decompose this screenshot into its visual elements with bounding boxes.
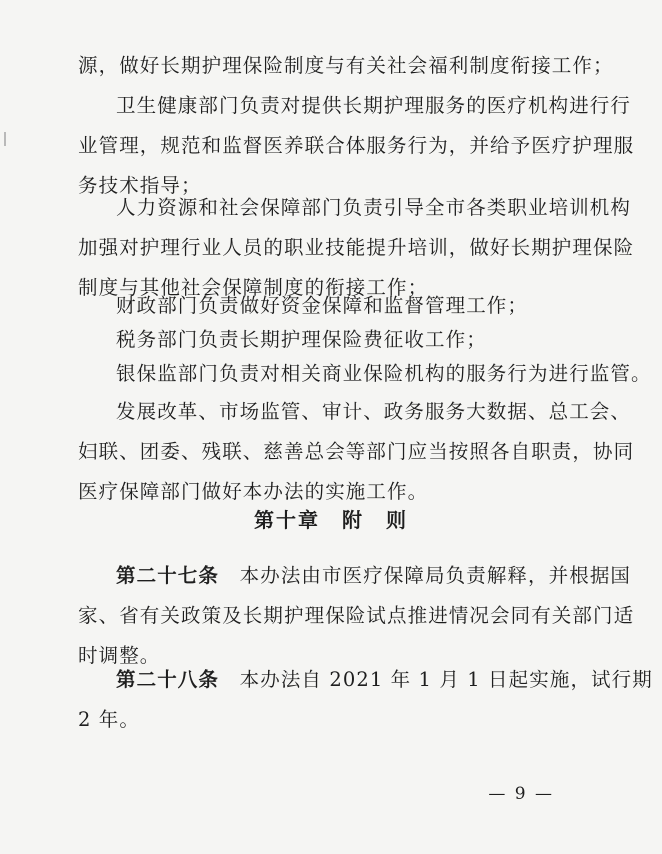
text-line: 妇联、团委、残联、慈善总会等部门应当按照各自职责，协同 — [78, 440, 635, 463]
text-line: 务技术指导； — [78, 174, 202, 197]
text-line: 家、省有关政策及长期护理保险试点推进情况会同有关部门适 — [78, 604, 635, 627]
article-label: 第二十八条 — [116, 668, 220, 691]
text-line: 税务部门负责长期护理保险费征收工作； — [116, 328, 487, 351]
text-line: 财政部门负责做好资金保障和监督管理工作； — [116, 294, 529, 317]
text-line: 2 年。 — [78, 708, 141, 731]
text-line: 银保监部门负责对相关商业保险机构的服务行为进行监管。 — [116, 362, 652, 385]
text-line: 发展改革、市场监管、审计、政务服务大数据、总工会、 — [116, 400, 632, 423]
text-line: 制度与其他社会保障制度的衔接工作； — [78, 276, 429, 299]
text-line: 源，做好长期护理保险制度与有关社会福利制度衔接工作； — [78, 54, 614, 77]
article-28 — [78, 660, 653, 740]
scan-edge-mark — [4, 132, 6, 146]
text-line: 时调整。 — [78, 644, 161, 667]
text-line: 业管理，规范和监督医养联合体服务行为，并给予医疗护理服 — [78, 134, 635, 157]
text-line: 人力资源和社会保障部门负责引导全市各类职业培训机构 — [116, 196, 632, 219]
article-27 — [78, 556, 634, 676]
paragraph-insurance-dept — [116, 354, 652, 394]
paragraph-1 — [78, 46, 614, 86]
text-line: 加强对护理行业人员的职业技能提升培训，做好长期护理保险 — [78, 236, 635, 259]
page-number: — 9 — — [488, 784, 554, 804]
article-label: 第二十七条 — [116, 564, 220, 587]
chapter-heading: 第十章 附 则 — [254, 508, 408, 532]
text-line: 医疗保障部门做好本办法的实施工作。 — [78, 480, 429, 503]
text-line: 本办法自 2021 年 1 月 1 日起实施，试行期 — [219, 668, 653, 691]
text-line: 卫生健康部门负责对提供长期护理服务的医疗机构进行行 — [116, 94, 632, 117]
text-line: 本办法由市医疗保障局负责解释，并根据国 — [219, 564, 632, 587]
paragraph-other-depts — [78, 392, 634, 512]
